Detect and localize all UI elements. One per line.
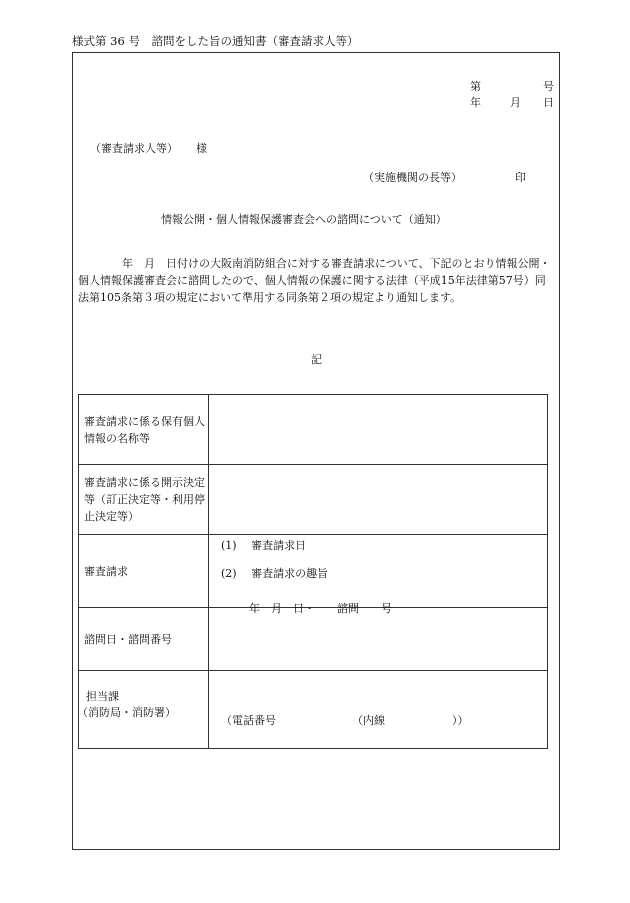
request-date-item: (1) 審査請求日 (221, 539, 307, 552)
row-value-inquiry (209, 602, 548, 671)
department-label-line1: 担当課 (86, 690, 119, 703)
row-value-department (209, 671, 548, 749)
addressee-name: （審査請求人等） (90, 142, 178, 155)
date-year: 年 (470, 96, 481, 109)
date-month: 月 (510, 96, 521, 109)
body-paragraph: 年 月 日付けの大阪南消防組合に対する審査請求について、下記のとおり情報公開・個人情報保護審査会に諮問したので、個人情報の保護に関する法律（平成15年法律第57号）同法第105条第３項の規定において準用する同条第２項の規定より通知します。 (78, 257, 551, 304)
table-row (79, 535, 548, 608)
form-header: 様式第 36 号 諮問をした旨の通知書（審査請求人等） (72, 34, 359, 48)
row-label-inquiry: 諮問日・諮問番号 (79, 608, 209, 671)
date-day: 日 (543, 96, 554, 109)
row-value-personal-info (209, 395, 548, 465)
table-row (79, 608, 548, 671)
row-label-personal-info: 審査請求に係る保有個人情報の名称等 (79, 395, 209, 465)
doc-number-dai: 第 (470, 80, 481, 93)
phone-number-label: （電話番号 (221, 714, 276, 727)
row-label-department (79, 671, 209, 749)
table-row (79, 465, 548, 535)
sender-name: （実施機関の長等） (363, 171, 462, 184)
closing-brackets: ）） (452, 714, 469, 727)
table-row (79, 395, 548, 465)
doc-number-go: 号 (543, 80, 554, 93)
row-label-request: 審査請求 (79, 535, 209, 608)
row-value-disclosure-decision (209, 465, 548, 535)
details-table (78, 394, 548, 749)
ki-heading: 記 (311, 353, 322, 366)
inquiry-date-number: 年 月 日・ 諮問 号 (249, 602, 392, 615)
table-row (79, 671, 548, 749)
seal-mark: 印 (515, 171, 526, 184)
request-purpose-item: (2) 審査請求の趣旨 (221, 567, 329, 580)
row-value-request (209, 535, 548, 608)
row-label-disclosure-decision: 審査請求に係る開示決定等（訂正決定等・利用停止決定等） (79, 465, 209, 535)
document-title: 情報公開・個人情報保護審査会への諮問について（通知） (161, 213, 447, 226)
department-label-line2: （消防局・消防署） (77, 706, 176, 719)
addressee-honorific: 様 (196, 142, 207, 155)
extension-label: （内線 (352, 714, 385, 727)
